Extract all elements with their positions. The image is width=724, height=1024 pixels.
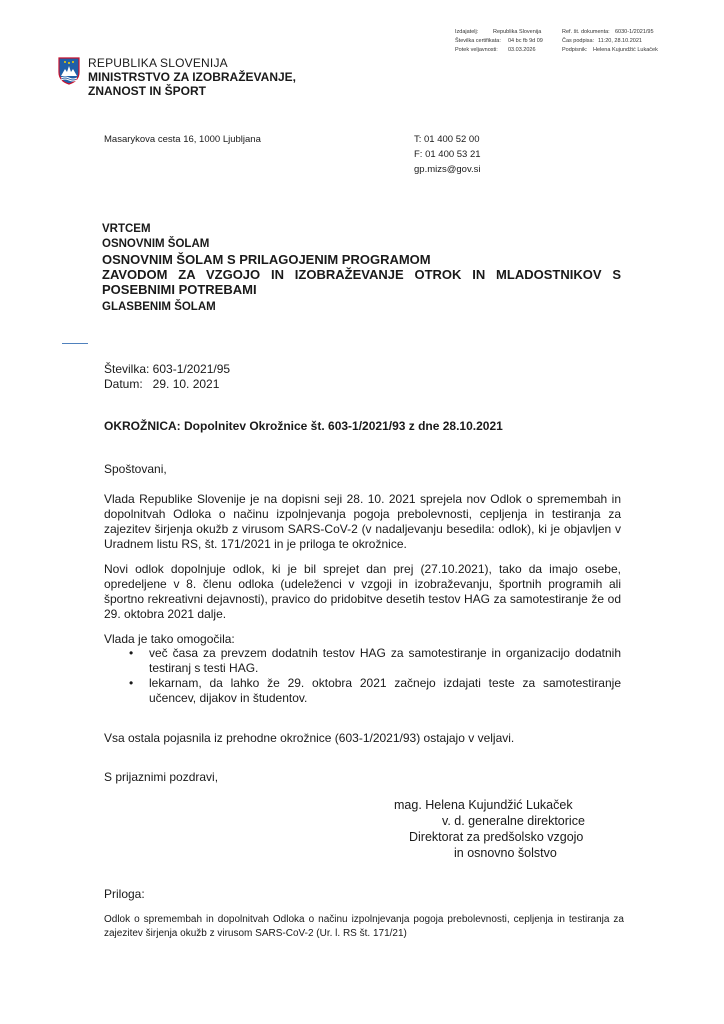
bullet-icon: •	[129, 676, 134, 690]
ministry-header	[88, 56, 296, 98]
greeting: Spoštovani,	[104, 462, 167, 476]
validity-label: Potek veljavnosti:	[455, 47, 498, 53]
list-item	[104, 676, 621, 706]
attachment-label: Priloga:	[104, 887, 145, 901]
cert-label: Številka certifikata:	[455, 38, 501, 44]
signer-role: v. d. generalne direktorice	[442, 814, 585, 828]
list-item-text: lekarnam, da lahko že 29. oktobra 2021 začnejo izdajati teste za samotestiranje učencev, dijakov in študentov.	[149, 676, 621, 705]
document-date: Datum: 29. 10. 2021	[104, 377, 220, 391]
signature-block	[380, 797, 660, 861]
recipient: OSNOVNIM ŠOLAM	[102, 238, 210, 250]
list-item-text: več časa za prevzem dodatnih testov HAG za samotestiranje in organizacijo dodatnih testiranj s testi HAG.	[149, 646, 621, 675]
e-signature-metadata	[455, 28, 685, 58]
issuer-label: Izdajatelj:	[455, 29, 479, 35]
ref-label: Ref. št. dokumenta:	[562, 29, 610, 35]
validity-value: 03.03.2026	[508, 47, 536, 53]
paragraph-3-intro: Vlada je tako omogočila:	[104, 632, 235, 646]
recipient: OSNOVNIM ŠOLAM S PRILAGOJENIM PROGRAMOM	[102, 252, 431, 267]
cert-value: 04 bc fb 9d 09	[508, 38, 543, 44]
sign-time-label: Čas podpisa:	[562, 38, 595, 44]
signer-department-cont: in osnovno šolstvo	[454, 846, 557, 860]
header-line-ministry-cont: ZNANOST IN ŠPORT	[88, 84, 207, 98]
header-line-ministry: MINISTRSTVO ZA IZOBRAŽEVANJE,	[88, 70, 297, 84]
paragraph-1: Vlada Republike Slovenije je na dopisni seji 28. 10. 2021 sprejela nov Odlok o spremembah in dopolnitvah Odloka o načinu izpolnjevanja pogoja prebolevnosti, cepljenja in testiranja za zajezitev širjenja okužb z virusom SARS-CoV-2 (v nadaljevanju besedila: odlok), ki je objavljen v Uradnem listu RS, št. 171/2021 in je priloga te okrožnice.	[104, 492, 621, 551]
signer-name: mag. Helena Kujundžić Lukaček	[394, 798, 573, 812]
signer-value: Helena Kujundžić Lukaček	[593, 47, 658, 53]
slovenia-coat-of-arms-icon	[58, 57, 80, 85]
attachment-text: Odlok o spremembah in dopolnitvah Odloka o načinu izpolnjevanja pogoja prebolevnosti, cepljenja in testiranja za zajezitev širjenja okužb z virusom SARS-CoV-2 (Ur. l. RS št. 171/21)	[104, 914, 624, 939]
issuer-value: Republika Slovenija	[493, 29, 542, 35]
sign-time-value: 11:20, 28.10.2021	[598, 38, 642, 44]
phone: T: 01 400 52 00	[414, 134, 480, 145]
recipient: ZAVODOM ZA VZGOJO IN IZOBRAŽEVANJE OTROK IN MLADOSTNIKOV S	[102, 267, 621, 282]
recipient: GLASBENIM ŠOLAM	[102, 301, 216, 313]
ref-value: 6030-1/2021/95	[615, 29, 654, 35]
signer-label: Podpisnik:	[562, 47, 588, 53]
bullet-icon: •	[129, 646, 134, 660]
recipients	[102, 222, 621, 315]
document-number: Številka: 603-1/2021/95	[104, 362, 231, 376]
address: Masarykova cesta 16, 1000 Ljubljana	[104, 134, 261, 145]
signer-department: Direktorat za predšolsko vzgojo	[409, 830, 584, 844]
paragraph-2: Novi odlok dopolnjuje odlok, ki je bil sprejet dan prej (27.10.2021), tako da imajo osebe, opredeljene v 8. členu odloka (udeleženci v vzgoji in izobraževanju, športnih programih ali športno rekreativni dejavnosti), pravico do pridobitve desetih testov HAG za samotestiranje že od 29. oktobra 2021 dalje.	[104, 562, 621, 621]
subject-line: OKROŽNICA: Dopolnitev Okrožnice št. 603-1/2021/93 z dne 28.10.2021	[104, 419, 503, 433]
header-line-country: REPUBLIKA SLOVENIJA	[88, 56, 228, 70]
contact-block	[414, 132, 481, 177]
fax: F: 01 400 53 21	[414, 149, 481, 160]
recipient: VRTCEM	[102, 223, 151, 235]
closing: S prijaznimi pozdravi,	[104, 770, 219, 784]
recipient: POSEBNIMI POTREBAMI	[102, 282, 257, 297]
divider-accent	[62, 343, 88, 344]
bullet-list	[104, 646, 621, 706]
paragraph-4: Vsa ostala pojasnila iz prehodne okrožnice (603-1/2021/93) ostajajo v veljavi.	[104, 731, 515, 745]
email-link[interactable]: gp.mizs@gov.si	[414, 164, 481, 175]
list-item	[104, 646, 621, 676]
